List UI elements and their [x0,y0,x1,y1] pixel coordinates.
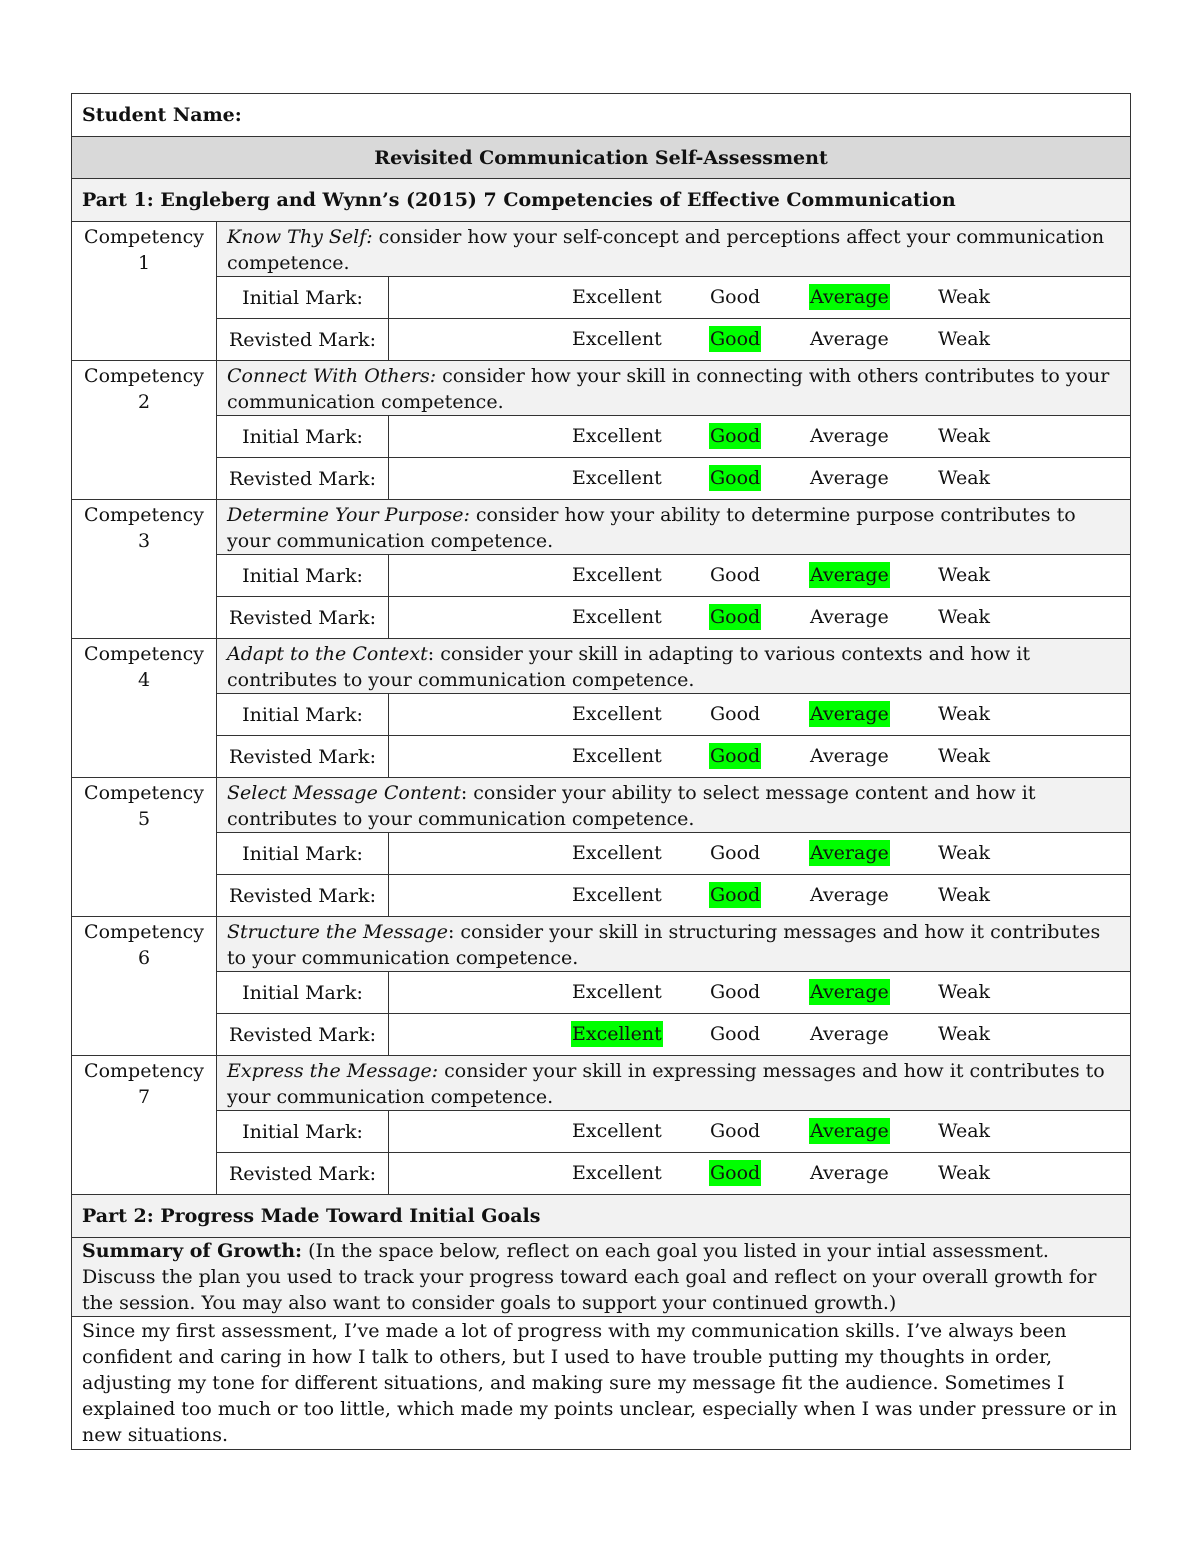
rating-option-good[interactable]: Good [710,1162,761,1184]
rating-option-average[interactable]: Average [810,981,889,1003]
rating-option-weak[interactable]: Weak [938,328,991,350]
rating-option-good[interactable]: Good [710,286,761,308]
rating-option-excellent[interactable]: Excellent [572,1162,662,1184]
rating-option-good[interactable]: Good [710,328,761,350]
competency-name: Structure the Message [227,921,448,943]
competency-label-text: Competency [84,1060,204,1082]
competency-number: 2 [137,391,151,413]
revised-mark-row [72,736,1131,778]
rating-option-average[interactable]: Average [810,286,889,308]
competency-row [72,500,1131,555]
competency-label [72,500,217,639]
competency-label [72,917,217,1056]
summary-of-growth [72,1238,1131,1317]
competency-row [72,639,1131,694]
rating-option-average[interactable]: Average [810,328,889,350]
initial-mark-label: Initial Mark: [217,555,389,597]
rating-option-good[interactable]: Good [710,1023,761,1045]
competency-description-text: : consider your skill in adapting to various contexts and how it contributes to your communication competence. [227,643,1031,691]
competency-label [72,222,217,361]
competency-description-text: consider how your ability to determine purpose contributes to your communication competence. [227,504,1076,552]
initial-mark-row [72,694,1131,736]
rating-option-good[interactable]: Good [710,564,761,586]
rating-option-good[interactable]: Good [710,606,761,628]
rating-option-average[interactable]: Average [810,1162,889,1184]
rating-option-excellent[interactable]: Excellent [572,425,662,447]
competency-description [217,500,1131,555]
initial-mark-options [389,555,1131,597]
revised-mark-row [72,597,1131,639]
rating-option-excellent[interactable]: Excellent [572,606,662,628]
rating-option-average[interactable]: Average [810,425,889,447]
competency-row [72,778,1131,833]
rating-option-weak[interactable]: Weak [938,842,991,864]
rating-option-weak[interactable]: Weak [938,1120,991,1142]
revised-mark-label: Revisted Mark: [217,597,389,639]
competency-number: 1 [137,252,151,274]
rating-option-average[interactable]: Average [810,1023,889,1045]
competency-label-text: Competency [84,643,204,665]
rating-option-weak[interactable]: Weak [938,425,991,447]
rating-option-good[interactable]: Good [710,425,761,447]
competency-description [217,1056,1131,1111]
revised-mark-label: Revisted Mark: [217,736,389,778]
revised-mark-options [389,1014,1131,1056]
rating-option-average[interactable]: Average [810,884,889,906]
initial-mark-options [389,694,1131,736]
rating-option-average[interactable]: Average [810,842,889,864]
rating-option-good[interactable]: Good [710,467,761,489]
rating-option-excellent[interactable]: Excellent [572,1120,662,1142]
initial-mark-label: Initial Mark: [217,416,389,458]
competency-row [72,1056,1131,1111]
revised-mark-options [389,875,1131,917]
rating-option-weak[interactable]: Weak [938,703,991,725]
rating-option-good[interactable]: Good [710,981,761,1003]
revised-mark-label: Revisted Mark: [217,875,389,917]
competency-row [72,222,1131,277]
rating-option-excellent[interactable]: Excellent [572,467,662,489]
initial-mark-options [389,1111,1131,1153]
rating-option-average[interactable]: Average [810,1120,889,1142]
initial-mark-row [72,833,1131,875]
initial-mark-label: Initial Mark: [217,694,389,736]
student-name-cell [72,94,1131,137]
rating-option-average[interactable]: Average [810,703,889,725]
competency-description [217,361,1131,416]
revised-mark-options [389,736,1131,778]
competency-description [217,778,1131,833]
competency-description-text: : consider your skill in structuring messages and how it contributes to your communication competence. [227,921,1101,969]
rating-option-excellent[interactable]: Excellent [572,328,662,350]
competency-description [217,639,1131,694]
revised-mark-label: Revisted Mark: [217,458,389,500]
initial-mark-options [389,416,1131,458]
initial-mark-row [72,277,1131,319]
summary-label: Summary of Growth: [82,1240,303,1262]
initial-mark-row [72,555,1131,597]
rating-option-weak[interactable]: Weak [938,1023,991,1045]
rating-option-good[interactable]: Good [710,884,761,906]
revised-mark-row [72,319,1131,361]
revised-mark-row [72,875,1131,917]
competency-name: Know Thy Self: [227,226,373,248]
competency-row [72,361,1131,416]
competency-label-text: Competency [84,782,204,804]
revised-mark-label: Revisted Mark: [217,1153,389,1195]
competency-name: Determine Your Purpose: [227,504,470,526]
initial-mark-options [389,833,1131,875]
competency-number: 4 [137,669,151,691]
competency-description [217,222,1131,277]
rating-option-average[interactable]: Average [810,467,889,489]
revised-mark-row [72,1153,1131,1195]
competency-description-text: : consider your ability to select message content and how it contributes to your communication competence. [227,782,1036,830]
rating-option-weak[interactable]: Weak [938,981,991,1003]
rating-option-average[interactable]: Average [810,606,889,628]
revised-mark-row [72,1014,1131,1056]
rating-option-excellent[interactable]: Excellent [572,842,662,864]
part1-heading: Part 1: Engleberg and Wynn’s (2015) 7 Competencies of Effective Communication [72,179,1131,222]
competency-name: Select Message Content [227,782,461,804]
revised-mark-options [389,319,1131,361]
competency-description-text: consider how your skill in connecting with others contributes to your communication competence. [227,365,1110,413]
competency-label-text: Competency [84,504,204,526]
competency-label [72,778,217,917]
initial-mark-label: Initial Mark: [217,972,389,1014]
initial-mark-row [72,972,1131,1014]
rating-option-good[interactable]: Good [710,842,761,864]
competency-name: Express the Message: [227,1060,439,1082]
rating-option-excellent[interactable]: Excellent [572,703,662,725]
competency-number: 7 [137,1086,151,1108]
revised-mark-options [389,597,1131,639]
rating-option-excellent[interactable]: Excellent [572,286,662,308]
competency-description [217,917,1131,972]
competency-number: 5 [137,808,151,830]
initial-mark-row [72,416,1131,458]
competency-name: Connect With Others: [227,365,437,387]
rating-option-good[interactable]: Good [710,1120,761,1142]
competency-number: 6 [137,947,151,969]
competency-row [72,917,1131,972]
competency-label [72,361,217,500]
rating-option-weak[interactable]: Weak [938,745,991,767]
initial-mark-label: Initial Mark: [217,277,389,319]
rating-option-excellent[interactable]: Excellent [572,745,662,767]
rating-option-good[interactable]: Good [710,745,761,767]
competency-label-text: Competency [84,365,204,387]
revised-mark-label: Revisted Mark: [217,319,389,361]
rating-option-excellent[interactable]: Excellent [572,884,662,906]
initial-mark-row [72,1111,1131,1153]
initial-mark-label: Initial Mark: [217,833,389,875]
rating-option-weak[interactable]: Weak [938,606,991,628]
summary-text: (In the space below, reflect on each goal you listed in your intial assessment. Discuss the plan you used to track your progress toward each goal and reflect on your overall growth for the session. You may also want to consider goals to support your continued growth.) [82,1240,1097,1314]
competency-description-text: consider how your self-concept and perceptions affect your communication competence. [227,226,1105,274]
revised-mark-options [389,458,1131,500]
rating-option-good[interactable]: Good [710,703,761,725]
rating-option-average[interactable]: Average [810,745,889,767]
competency-label [72,639,217,778]
initial-mark-label: Initial Mark: [217,1111,389,1153]
revised-mark-label: Revisted Mark: [217,1014,389,1056]
rating-option-weak[interactable]: Weak [938,286,991,308]
rating-option-average[interactable]: Average [810,564,889,586]
revised-mark-options [389,1153,1131,1195]
competency-description-text: consider your skill in expressing messages and how it contributes to your communication competence. [227,1060,1105,1108]
initial-mark-options [389,277,1131,319]
rating-option-excellent[interactable]: Excellent [572,1023,662,1045]
rating-option-weak[interactable]: Weak [938,467,991,489]
rating-option-excellent[interactable]: Excellent [572,981,662,1003]
competency-label [72,1056,217,1195]
student-name-label: Student Name: [82,104,242,126]
rating-option-weak[interactable]: Weak [938,884,991,906]
rating-option-weak[interactable]: Weak [938,1162,991,1184]
rating-option-weak[interactable]: Weak [938,564,991,586]
form-title: Revisited Communication Self-Assessment [72,137,1131,179]
rating-option-excellent[interactable]: Excellent [572,564,662,586]
assessment-table [71,93,1131,1450]
revised-mark-row [72,458,1131,500]
response-text[interactable]: Since my first assessment, I’ve made a lot of progress with my communication skills. I’ve always been confident and caring in how I talk to others, but I used to have trouble putting my thoughts in order, adjusting my tone for different situations, and making sure my message fit the audience. Sometimes I explained too much or too little, which made my points unclear, especially when I was under pressure or in new situations. [72,1317,1131,1450]
competency-number: 3 [137,530,151,552]
competency-name: Adapt to the Context [227,643,428,665]
competency-label-text: Competency [84,921,204,943]
competency-label-text: Competency [84,226,204,248]
initial-mark-options [389,972,1131,1014]
part2-heading: Part 2: Progress Made Toward Initial Goals [72,1195,1131,1238]
